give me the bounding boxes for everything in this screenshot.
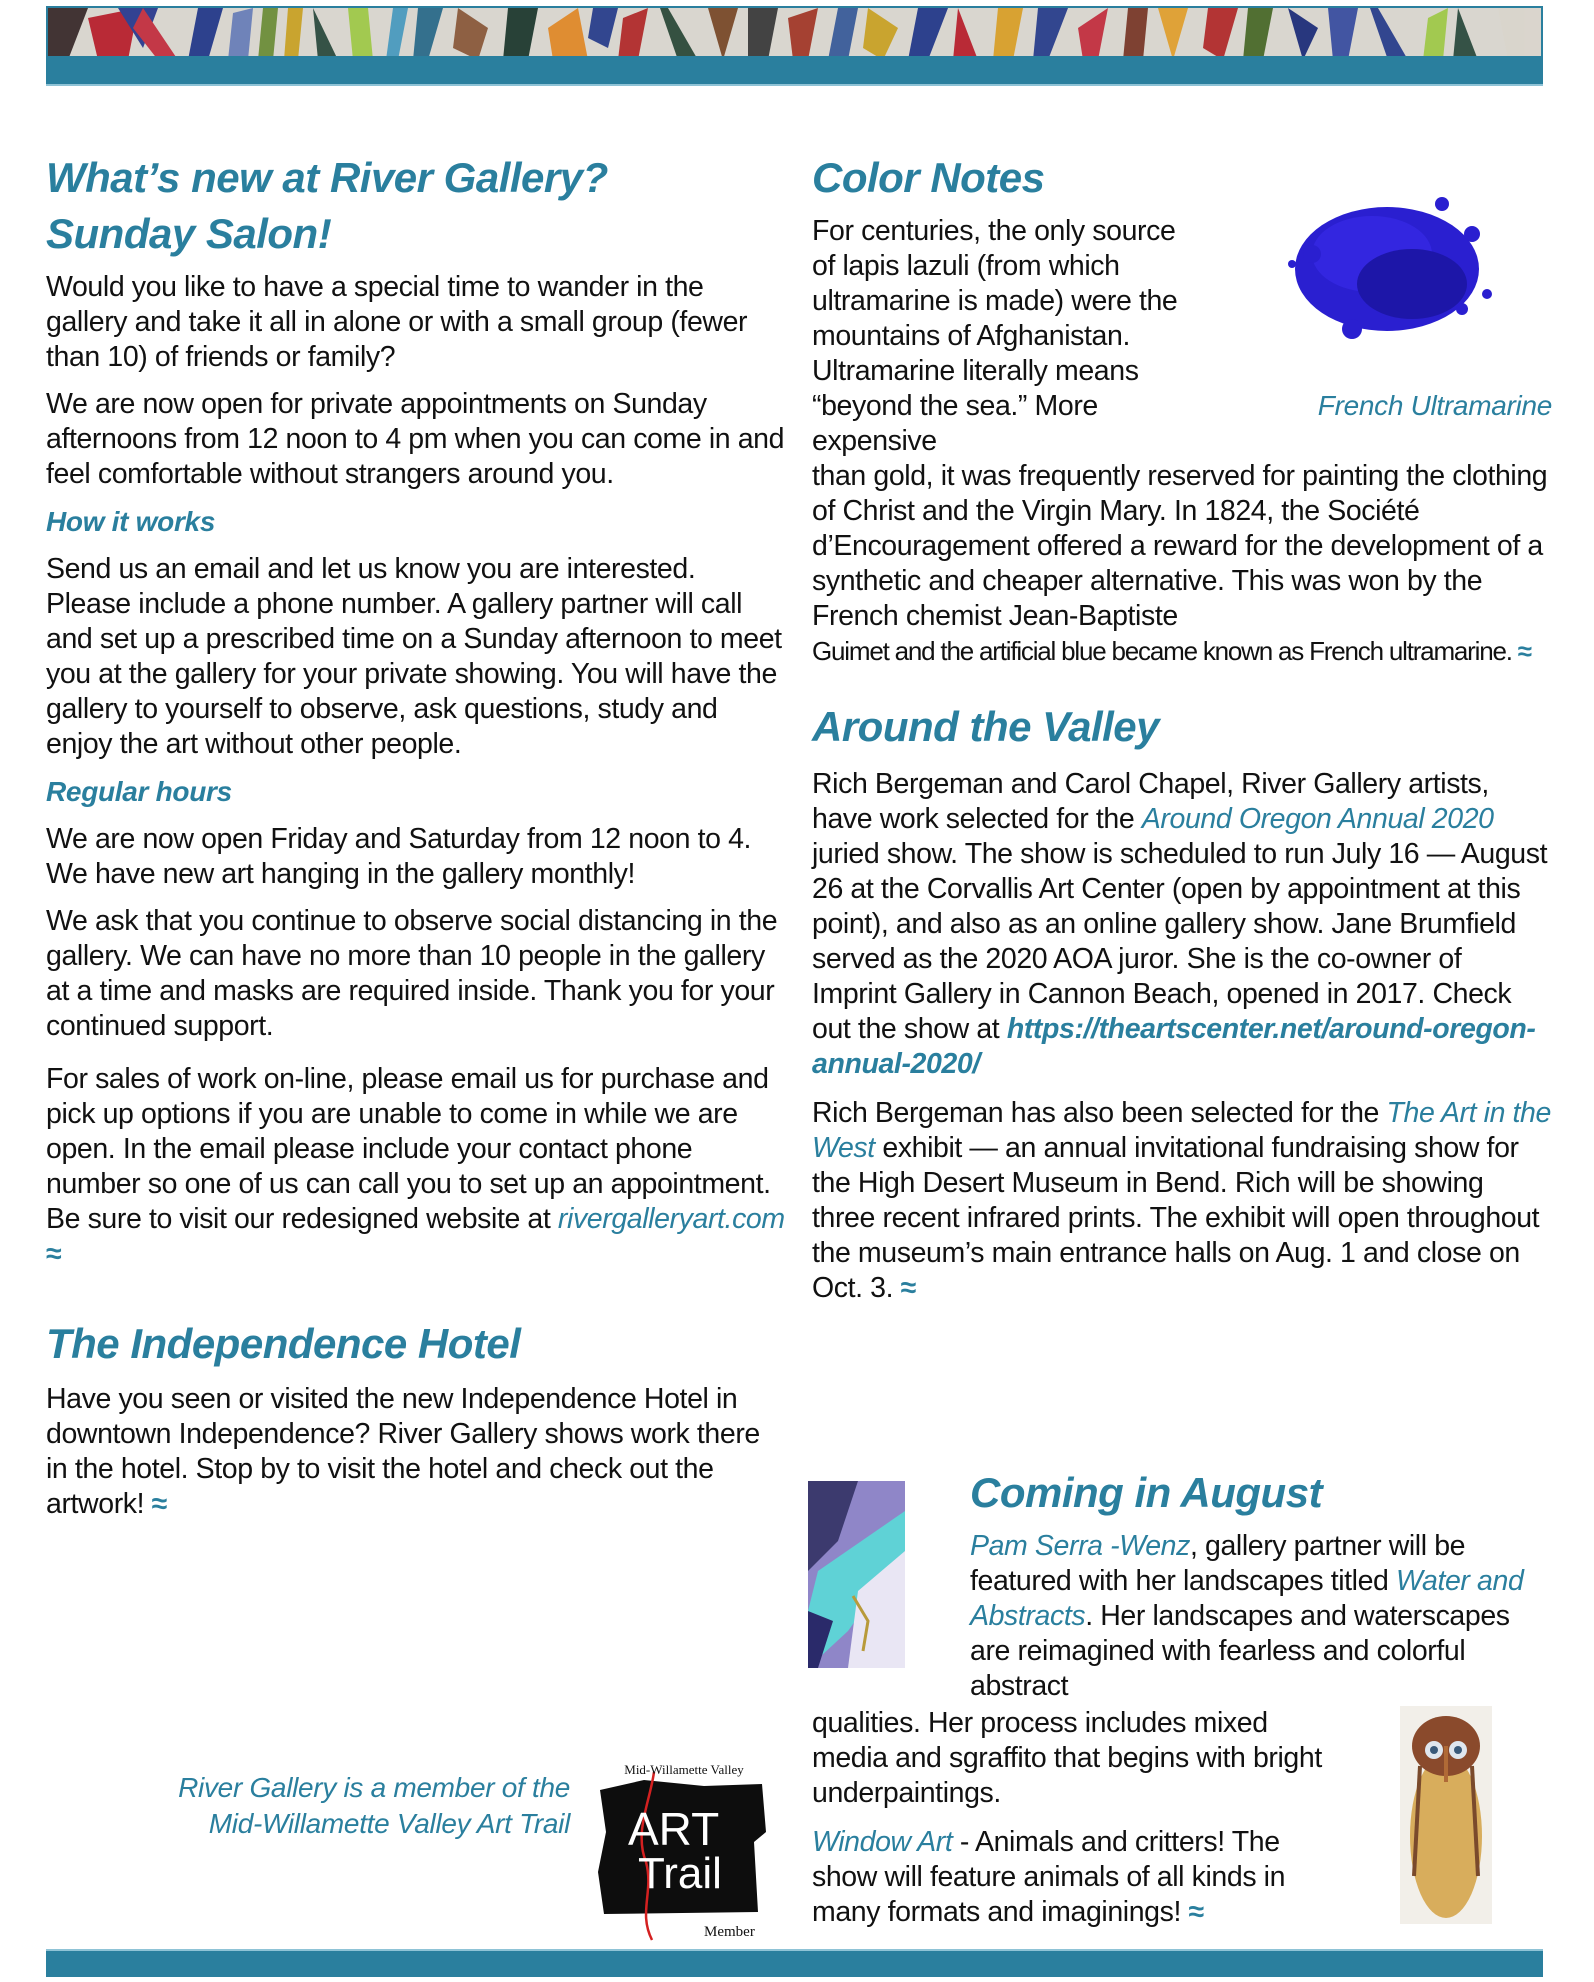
art-trail-line2: Mid-Willamette Valley Art Trail	[208, 1808, 570, 1839]
ultramarine-pigment-image	[1272, 184, 1502, 354]
regular-hours-text: We are now open Friday and Saturday from 12 noon to 4. We have new art hanging in the gallery monthly!	[46, 823, 752, 890]
whats-new-section	[46, 150, 786, 1272]
color-notes-wrapped-text: For centuries, the only source of lapis lazuli (from which ultramarine is made) were the mountains of Afghanistan. Ultramarine literally means “beyond the sea.” More expensive	[812, 215, 1178, 457]
art-in-west-text-b: exhibit — an annual invitational fundraising show for the High Desert Museum in Bend. Rich will be showing three recent infrared prints. The exhibit will open throughout the museum’s main entrance halls on Aug. 1 and close on Oct. 3.	[812, 1132, 1540, 1304]
window-art-text	[812, 1825, 1342, 1930]
website-link[interactable]: rivergalleryart.com	[557, 1203, 785, 1235]
owl-figure	[1400, 1706, 1492, 1924]
regular-hours-heading: Regular hours	[46, 776, 232, 807]
owl-sculpture-image	[1400, 1706, 1492, 1924]
artscenter-link[interactable]: https://theartscenter.net/around-oregon-annual-2020/	[812, 1013, 1536, 1080]
window-art-title: Window Art	[812, 1826, 953, 1858]
art-trail-logo	[594, 1762, 774, 1946]
section-end-mark: ≈	[900, 1272, 916, 1304]
ultramarine-caption: French Ultramarine	[1317, 390, 1552, 421]
ultramarine-figure	[1212, 164, 1552, 434]
footer-stripe	[46, 1949, 1543, 1977]
logo-trail-text: Trail	[638, 1849, 722, 1898]
coming-august-text-a: , gallery partner will be featured with her landscapes titled	[970, 1530, 1466, 1597]
logo-top-text: Mid-Willamette Valley	[624, 1762, 744, 1777]
logo-member-text: Member	[704, 1924, 755, 1940]
art-in-west-text	[812, 1096, 1552, 1306]
section-end-mark: ≈	[1517, 636, 1531, 666]
mosaic-pattern	[48, 8, 1543, 58]
logo-art-text: ART	[628, 1803, 720, 1855]
color-notes-title: Color Notes	[812, 154, 1045, 201]
coming-august-title: Coming in August	[970, 1469, 1323, 1516]
around-valley-text-a: Rich Bergeman and Carol Chapel, River Gallery artists, have work selected for the	[812, 768, 1489, 835]
show-title: Water and Abstracts	[970, 1565, 1524, 1632]
coming-august-section	[970, 1465, 1550, 1704]
around-valley-text-b: juried show. The show is scheduled to run July 16 — August 26 at the Corvallis Art Center (open by appointment at this point), and also as an online gallery show. Jane Brumfield served as the 2020 AOA juror. She is the co-owner of Imprint Gallery in Cannon Beach, opened in 2017. Check out the show at	[812, 838, 1548, 1045]
hotel-section	[46, 1316, 786, 1522]
how-it-works-heading: How it works	[46, 506, 216, 537]
color-notes-section	[812, 150, 1552, 669]
hotel-body: Have you seen or visited the new Independence Hotel in downtown Independence? River Gallery shows work there in the hotel. Stop by to visit the hotel and check out the artwork!	[46, 1383, 760, 1520]
coming-august-continued	[812, 1706, 1342, 1930]
color-notes-text: than gold, it was frequently reserved for painting the clothing of Christ and the Virgin Mary. In 1824, the Société d’Encouragement offered a reward for the development of a synthetic and cheaper alternative. This was won by the French chemist Jean-Baptiste	[812, 460, 1548, 632]
section-end-mark: ≈	[1188, 1896, 1204, 1928]
water-abstract-painting	[808, 1481, 905, 1668]
color-notes-closing	[812, 634, 1552, 669]
color-notes-closing-body: Guimet and the artificial blue became known as French ultramarine.	[812, 636, 1518, 666]
header-stripe	[46, 58, 1543, 86]
art-trail-line1: River Gallery is a member of the	[178, 1772, 570, 1803]
whats-new-title-line1: What’s new at River Gallery?	[46, 154, 608, 201]
online-sales-text	[46, 1062, 786, 1272]
hotel-title: The Independence Hotel	[46, 1320, 521, 1367]
mosaic-banner-image	[46, 6, 1543, 58]
around-valley-text	[812, 767, 1552, 1082]
whats-new-title-line2: Sunday Salon!	[46, 210, 332, 257]
coming-august-text	[970, 1529, 1550, 1704]
whats-new-intro: Would you like to have a special time to wander in the gallery and take it all in alone or with a small group (fewer than 10) of friends or family?	[46, 271, 748, 373]
art-trail-note	[60, 1770, 570, 1842]
hotel-text	[46, 1382, 786, 1522]
how-it-works-text: Send us an email and let us know you are interested. Please include a phone number. A gallery partner will call and set up a prescribed time on a Sunday afternoon to meet you at the gallery for your private showing. You will have the gallery to yourself to observe, ask questions, study and enjoy the art without other people.	[46, 553, 782, 760]
section-end-mark: ≈	[46, 1238, 62, 1270]
coming-august-text-c: qualities. Her process includes mixed media and sgraffito that begins with bright underpaintings.	[812, 1707, 1322, 1809]
art-in-west-text-a: Rich Bergeman has also been selected for the	[812, 1097, 1387, 1129]
left-column	[46, 150, 786, 1522]
coming-august-text-b: . Her landscapes and waterscapes are reimagined with fearless and colorful abstract	[970, 1600, 1510, 1702]
around-oregon-annual-title: Around Oregon Annual 2020	[1141, 803, 1494, 835]
social-distancing-text: We ask that you continue to observe social distancing in the gallery. We can have no more than 10 people in the gallery at a time and masks are required inside. Thank you for your continued support.	[46, 905, 778, 1042]
art-in-west-title: The Art in the West	[812, 1097, 1551, 1164]
artist-name: Pam Serra -Wenz	[970, 1530, 1190, 1562]
whats-new-appointments: We are now open for private appointments on Sunday afternoons from 12 noon to 4 pm when you can come in and feel comfortable without strangers around you.	[46, 388, 785, 490]
around-valley-title: Around the Valley	[812, 703, 1160, 750]
landscape-painting-image	[808, 1481, 905, 1668]
section-end-mark: ≈	[151, 1488, 167, 1520]
online-sales-body: For sales of work on-line, please email us for purchase and pick up options if you are unable to come in while we are open. In the email please include your contact phone number so one of us can call you to set up an appointment. Be sure to visit our redesigned website at	[46, 1063, 771, 1235]
right-column	[812, 150, 1552, 1306]
window-art-body: - Animals and critters! The show will feature animals of all kinds in many formats and imaginings!	[812, 1826, 1286, 1928]
around-valley-section	[812, 699, 1552, 1306]
